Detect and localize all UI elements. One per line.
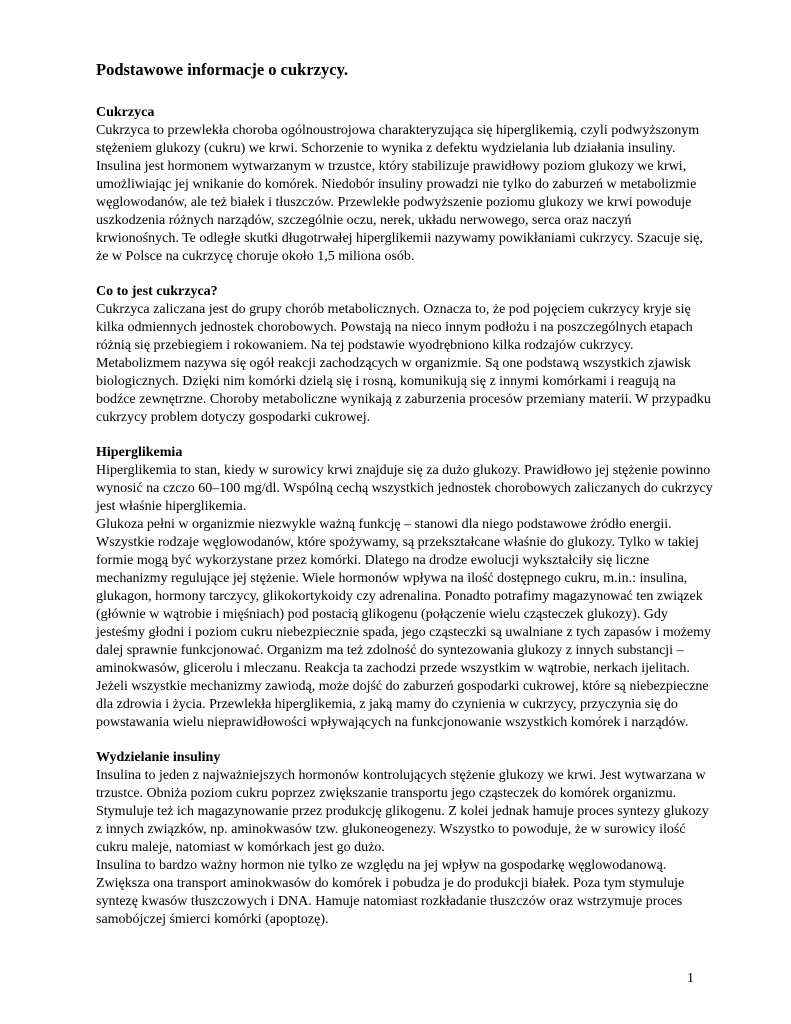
section-hiperglikemia — [96, 444, 716, 732]
paragraph: Glukoza pełni w organizmie niezwykle ważną funkcję – stanowi dla niego podstawowe źródło energii. Wszystkie rodzaje węglowodanów, które spożywamy, są przekształcane właśnie do glukozy. Tylko w takiej formie mogą być wykorzystane przez komórki. Dlatego na drodze ewolucji wykształciły się liczne mechanizmy regulujące jej stężenie. Wiele hormonów wpływa na ilość dostępnego cukru, m.in.: insulina, glukagon, hormony tarczycy, glikokortykoidy czy adrenalina. Ponadto potrafimy magazynować ten związek (głównie w wątrobie i mięśniach) pod postacią glikogenu (połączenie wielu cząsteczek glukozy). Gdy jesteśmy głodni i poziom cukru niebezpiecznie spada, jego cząsteczki są uwalniane z tych zapasów i możemy dalej sprawnie funkcjonować. Organizm ma też zdolność do syntezowania glukozy z innych substancji – aminokwasów, glicerolu i mleczanu. Reakcja ta zachodzi przede wszystkim w wątrobie, nerkach ijelitach. — [96, 517, 711, 676]
paragraph: Cukrzyca to przewlekła choroba ogólnoustrojowa charakteryzująca się hiperglikemią, czyli podwyższonym stężeniem glukozy (cukru) we krwi. Schorzenie to wynika z defektu wydzielania lub działania insuliny. Insulina jest hormonem wytwarzanym w trzustce, który stabilizuje prawidłowy poziom glukozy we krwi, umożliwiając jej wnikanie do komórek. Niedobór insuliny prowadzi nie tylko do zaburzeń w metabolizmie węglowodanów, ale też białek i tłuszczów. Przewlekłe podwyższenie poziomu glukozy we krwi powoduje uszkodzenia różnych narządów, szczególnie oczu, nerek, układu nerwowego, serca oraz naczyń krwionośnych. Te odległe skutki długotrwałej hiperglikemii nazywamy powikłaniami cukrzycy. Szacuje się, że w Polsce na cukrzycę choruje około 1,5 miliona osób. — [96, 123, 703, 264]
section-heading: Co to jest cukrzyca? — [96, 284, 218, 299]
document-page — [96, 60, 716, 946]
paragraph: Hiperglikemia to stan, kiedy w surowicy krwi znajduje się za dużo glukozy. Prawidłowo jej stężenie powinno wynosić na czczo 60–100 mg/dl. Wspólną cechą wszystkich jednostek chorobowych zaliczanych do cukrzycy jest właśnie hiperglikemia. — [96, 463, 713, 514]
section-cukrzyca — [96, 104, 716, 266]
paragraph: Cukrzyca zaliczana jest do grupy chorób metabolicznych. Oznacza to, że pod pojęciem cukrzycy kryje się kilka odmiennych jednostek chorobowych. Powstają na nieco innym podłożu i na poszczególnych etapach różnią się przebiegiem i rokowaniem. Na tej podstawie wyodrębniono kilka rodzajów cukrzycy. — [96, 302, 693, 353]
section-wydzielanie-insuliny — [96, 749, 716, 929]
page-number: 1 — [687, 971, 694, 986]
section-heading: Hiperglikemia — [96, 445, 183, 460]
section-heading: Wydzielanie insuliny — [96, 750, 221, 765]
paragraph: Insulina to jeden z najważniejszych hormonów kontrolujących stężenie glukozy we krwi. Jest wytwarzana w trzustce. Obniża poziom cukru poprzez zwiększanie transportu jego cząsteczek do komórek organizmu. Stymuluje też ich magazynowanie przez produkcję glikogenu. Z kolei jednak hamuje proces syntezy glukozy z innych związków, np. aminokwasów tzw. glukoneogenezy. Wszystko to powoduje, że w surowicy ilość cukru maleje, natomiast w komórkach jest go dużo. — [96, 768, 709, 855]
paragraph: Metabolizmem nazywa się ogół reakcji zachodzących w organizmie. Są one podstawą wszystkich zjawisk biologicznych. Dzięki nim komórki dzielą się i rosną, komunikują się z innymi komórkami i reagują na bodźce zewnętrzne. Choroby metaboliczne wynikają z zaburzenia procesów przemiany materii. W przypadku cukrzycy problem dotyczy gospodarki cukrowej. — [96, 356, 711, 425]
paragraph: Jeżeli wszystkie mechanizmy zawiodą, może dojść do zaburzeń gospodarki cukrowej, które są niebezpieczne dla zdrowia i życia. Przewlekła hiperglikemia, z jaką mamy do czynienia w cukrzycy, przyczynia się do powstawania wielu nieprawidłowości wpływających na funkcjonowanie wszystkich komórek i narządów. — [96, 679, 709, 730]
section-heading: Cukrzyca — [96, 105, 155, 120]
document-title: Podstawowe informacje o cukrzycy. — [96, 60, 349, 79]
section-co-to-jest-cukrzyca — [96, 283, 716, 427]
paragraph: Insulina to bardzo ważny hormon nie tylko ze względu na jej wpływ na gospodarkę węglowodanową. Zwiększa ona transport aminokwasów do komórek i pobudza je do produkcji białek. Poza tym stymuluje syntezę kwasów tłuszczowych i DNA. Hamuje natomiast rozkładanie tłuszczów oraz wstrzymuje proces samobójczej śmierci komórki (apoptozę). — [96, 858, 685, 927]
